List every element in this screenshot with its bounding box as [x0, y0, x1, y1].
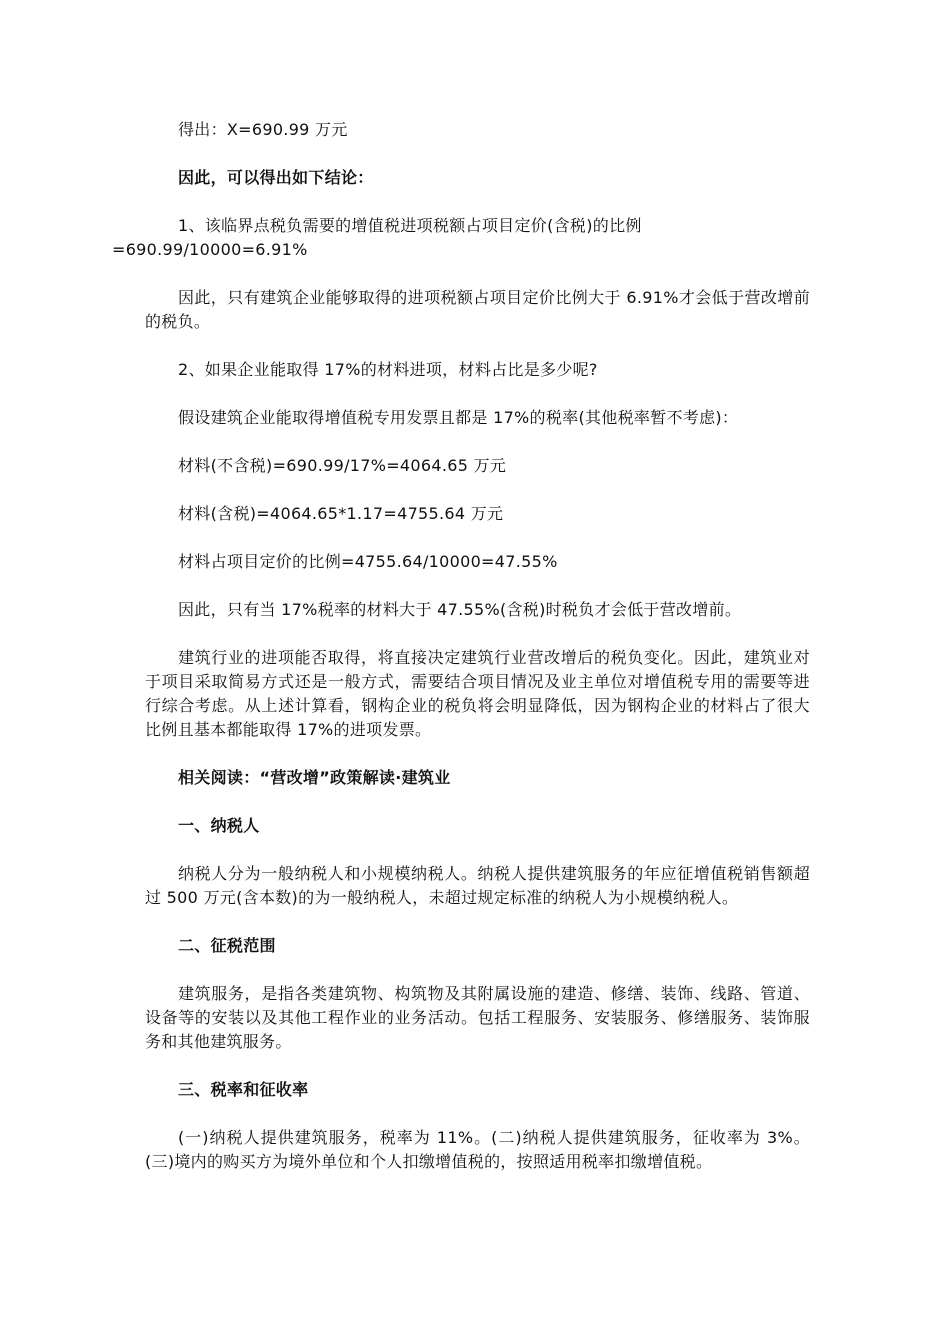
industry-analysis-paragraph: 建筑行业的进项能否取得，将直接决定建筑行业营改增后的税负变化。因此，建筑业对于项目采取简易方式还是一般方式，需要结合项目情况及业主单位对增值税专用的需要等进行综合考虑。从上述计算看，钢构企业的税负将会明显降低，因为钢构企业的材料占了很大比例且基本都能取得 17%的进项发票。 — [145, 648, 810, 739]
section-rate-heading: 三、税率和征收率 — [178, 1080, 309, 1099]
related-reading-heading: 相关阅读：“营改增”政策解读·建筑业 — [178, 768, 451, 787]
document-body — [112, 118, 810, 1198]
conclusion-2-explanation: 因此，只有当 17%税率的材料大于 47.55%(含税)时税负才会低于营改增前。 — [178, 600, 742, 619]
conclusion-1-line-2: =690.99/10000=6.91% — [112, 240, 308, 259]
section-scope-body: 建筑服务，是指各类建筑物、构筑物及其附属设施的建造、修缮、装饰、线路、管道、设备等的安装以及其他工程作业的业务活动。包括工程服务、安装服务、修缮服务、装饰服务和其他建筑服务。 — [145, 984, 810, 1051]
section-scope-heading: 二、征税范围 — [178, 936, 276, 955]
conclusion-heading: 因此，可以得出如下结论： — [178, 168, 374, 187]
material-incl-tax-formula: 材料(含税)=4064.65*1.17=4755.64 万元 — [178, 504, 504, 523]
material-ratio-formula: 材料占项目定价的比例=4755.64/10000=47.55% — [178, 552, 558, 571]
material-excl-tax-formula: 材料(不含税)=690.99/17%=4064.65 万元 — [178, 456, 507, 475]
result-x-paragraph: 得出：X=690.99 万元 — [178, 120, 348, 139]
conclusion-1-explanation: 因此，只有建筑企业能够取得的进项税额占项目定价比例大于 6.91%才会低于营改增前的税负。 — [145, 288, 810, 331]
conclusion-1-line-1: 1、该临界点税负需要的增值税进项税额占项目定价(含税)的比例 — [178, 216, 642, 235]
section-rate-body: (一)纳税人提供建筑服务，税率为 11%。(二)纳税人提供建筑服务，征收率为 3%。(三)境内的购买方为境外单位和个人扣缴增值税的，按照适用税率扣缴增值税。 — [145, 1128, 810, 1171]
assumption-paragraph: 假设建筑企业能取得增值税专用发票且都是 17%的税率(其他税率暂不考虑)： — [178, 408, 739, 427]
conclusion-1-paragraph — [112, 214, 810, 262]
section-taxpayer-heading: 一、纳税人 — [178, 816, 260, 835]
section-taxpayer-body: 纳税人分为一般纳税人和小规模纳税人。纳税人提供建筑服务的年应征增值税销售额超过 500 万元(含本数)的为一般纳税人，未超过规定标准的纳税人为小规模纳税人。 — [145, 864, 810, 907]
conclusion-2-question: 2、如果企业能取得 17%的材料进项，材料占比是多少呢? — [178, 360, 598, 379]
